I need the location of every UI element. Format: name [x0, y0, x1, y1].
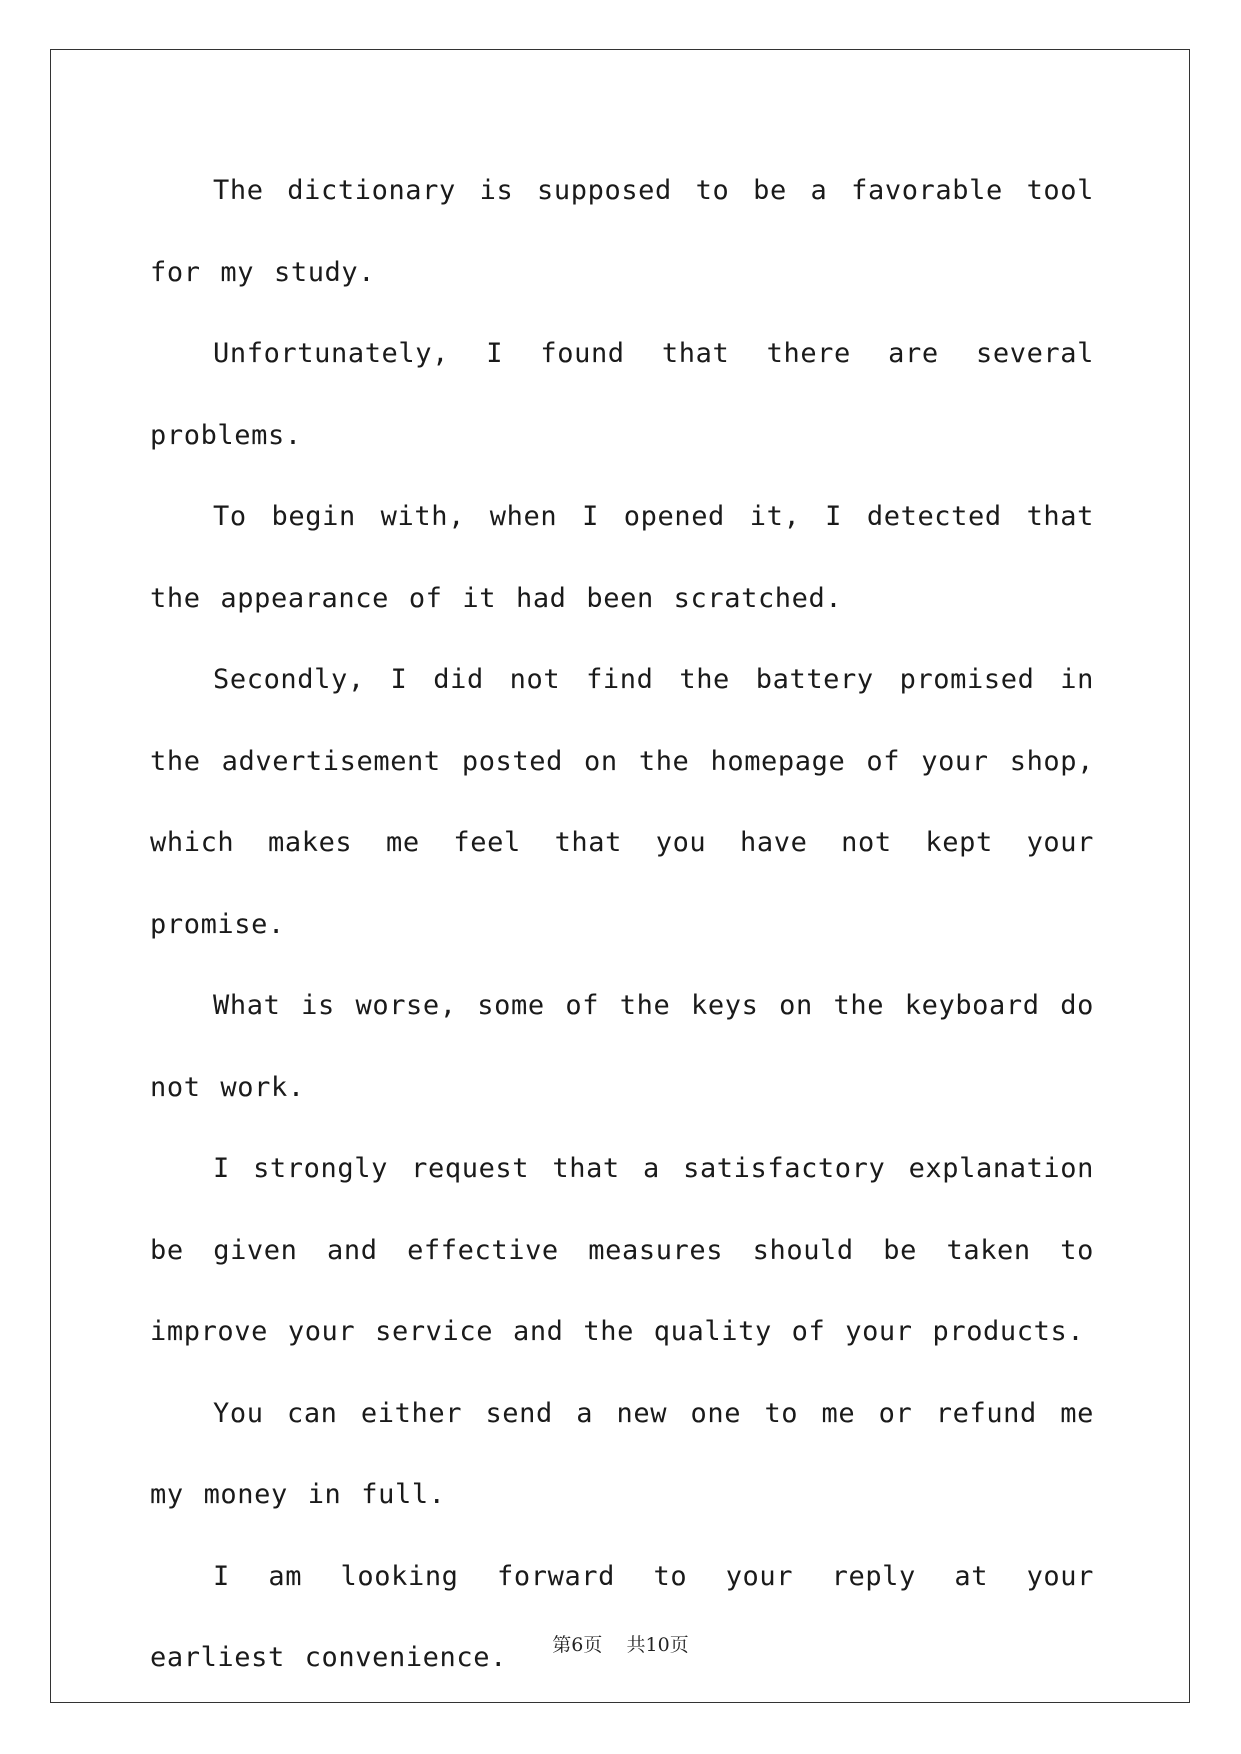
paragraph: I strongly request that a satisfactory explanation be given and effective measures should be taken to improve your service and the quality of your products. — [150, 1153, 1094, 1347]
paragraph: You can either send a new one to me or refund me my money in full. — [150, 1397, 1094, 1510]
page-number: 第6页 — [552, 1634, 603, 1656]
paragraph: The dictionary is supposed to be a favorable tool for my study. — [150, 175, 1094, 288]
document-body — [150, 150, 1094, 1699]
paragraph: Unfortunately, I found that there are several problems. — [150, 338, 1094, 451]
paragraph: Secondly, I did not find the battery promised in the advertisement posted on the homepage of your shop, which makes me feel that you have not kept your promise. — [150, 664, 1094, 940]
paragraph: What is worse, some of the keys on the keyboard do not work. — [150, 990, 1094, 1103]
page-footer — [0, 1630, 1241, 1657]
paragraph: To begin with, when I opened it, I detected that the appearance of it had been scratched. — [150, 501, 1094, 614]
paragraph: I am looking forward to your reply at your earliest convenience. — [150, 1560, 1094, 1673]
footer-spacer — [602, 1634, 626, 1656]
page-total: 共10页 — [626, 1634, 689, 1656]
